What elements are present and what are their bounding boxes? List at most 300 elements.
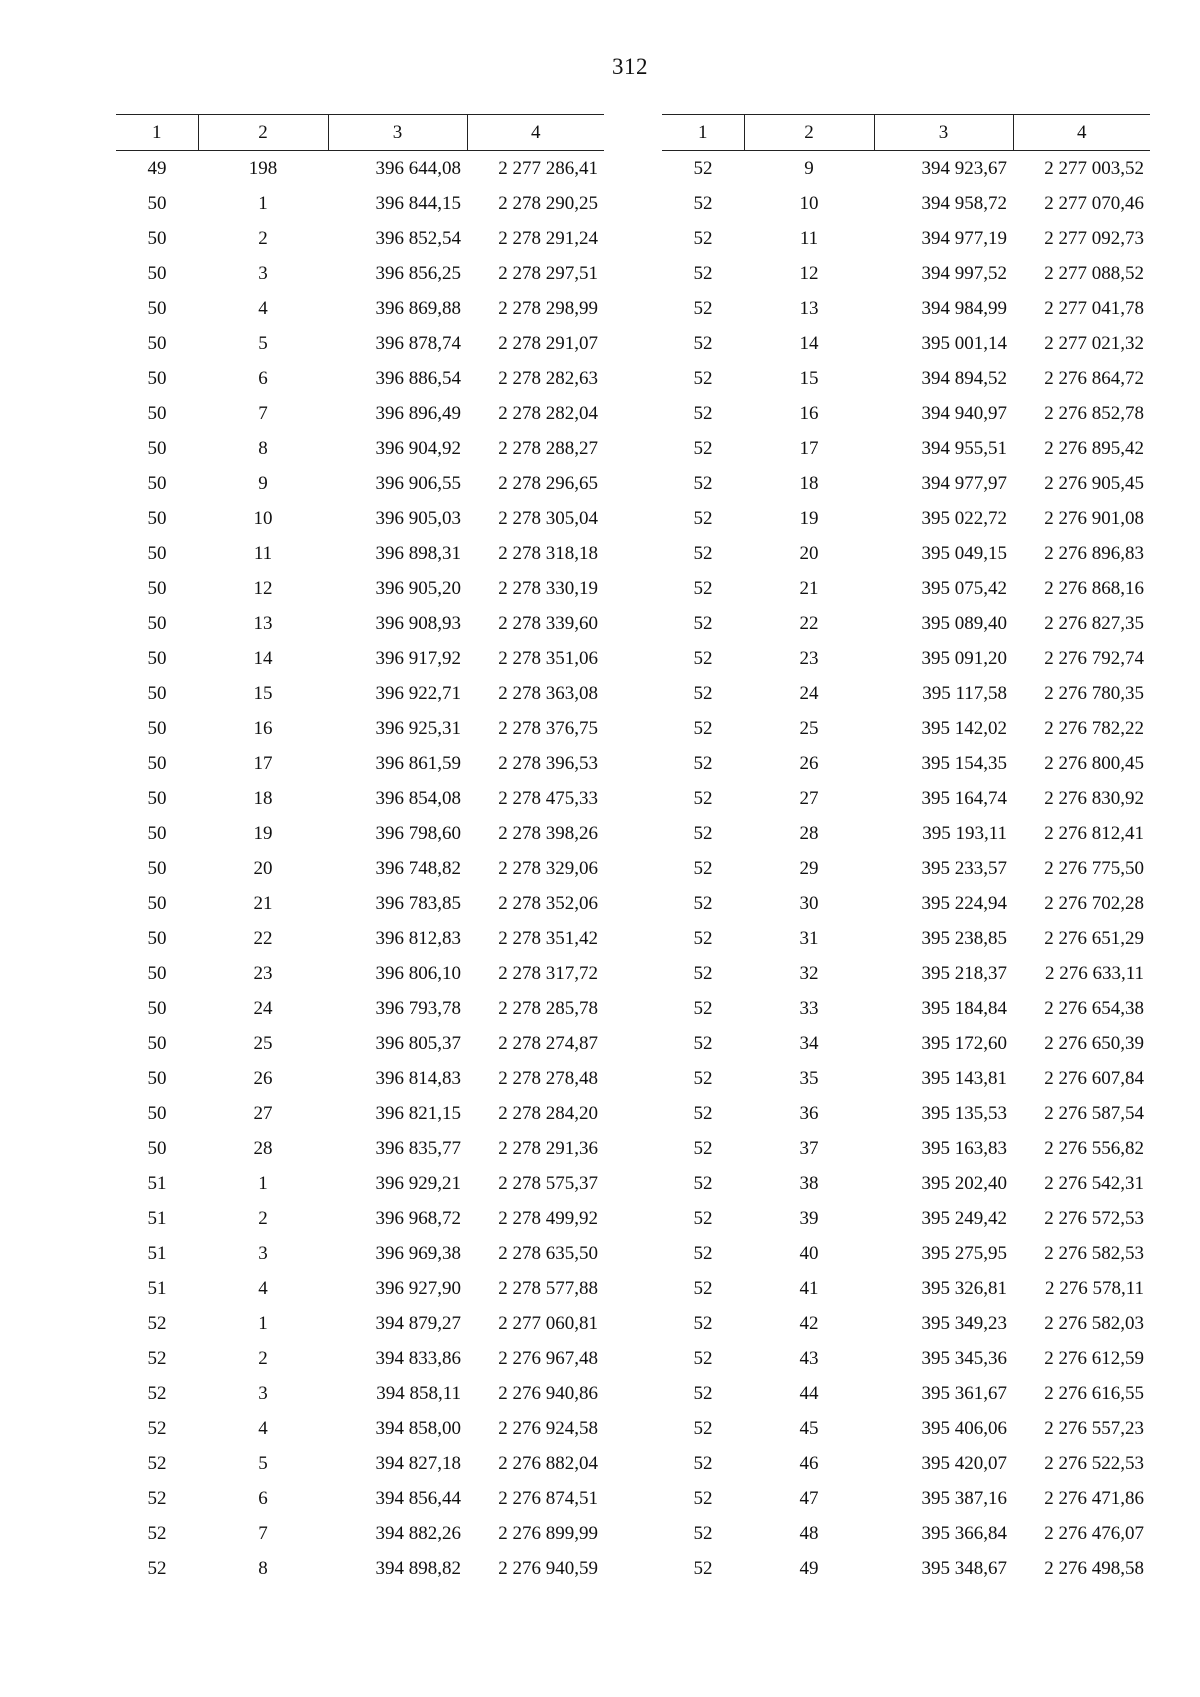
table-row [662,1131,1150,1166]
table-cell-col3: 395 135,53 [921,1102,1007,1124]
table-row [662,676,1150,711]
table-cell-col3: 394 856,44 [375,1487,461,1509]
table-row [662,1516,1150,1551]
table-cell-col1: 51 [147,1242,167,1264]
table-cell-col4: 2 276 578,11 [1044,1277,1144,1299]
table-row [662,221,1150,256]
table-cell-col2: 13 [253,612,273,634]
table-cell-col1: 52 [693,1102,713,1124]
table-cell-col1: 50 [147,962,167,984]
table-cell-col4: 2 276 654,38 [1044,997,1144,1019]
table-cell-col4: 2 276 702,28 [1044,892,1144,914]
table-cell-col4: 2 278 288,27 [498,437,598,459]
table-cell-col3: 395 049,15 [921,542,1007,564]
table-cell-col3: 395 193,11 [922,822,1007,844]
table-row [662,921,1150,956]
table-cell-col3: 395 172,60 [921,1032,1007,1054]
table-cell-col4: 2 276 864,72 [1044,367,1144,389]
table-cell-col4: 2 276 612,59 [1044,1347,1144,1369]
table-cell-col3: 394 879,27 [375,1312,461,1334]
table-cell-col4: 2 278 274,87 [498,1032,598,1054]
table-cell-col2: 16 [253,717,273,739]
table-cell-col4: 2 276 572,53 [1044,1207,1144,1229]
table-row [116,1026,604,1061]
table-cell-col1: 52 [693,997,713,1019]
table-cell-col2: 2 [258,227,268,249]
table-cell-col4: 2 277 070,46 [1044,192,1144,214]
table-cell-col2: 23 [253,962,273,984]
table-cell-col2: 11 [799,227,819,249]
table-cell-col3: 395 089,40 [921,612,1007,634]
table-cell-col1: 52 [693,297,713,319]
table-row [662,956,1150,991]
table-cell-col1: 52 [693,1417,713,1439]
table-cell-col4: 2 278 396,53 [498,752,598,774]
table-row [662,606,1150,641]
table-cell-col4: 2 278 284,20 [498,1102,598,1124]
coordinates-table-right [662,114,1150,1586]
table-row [662,1236,1150,1271]
table-cell-col4: 2 278 363,08 [498,682,598,704]
column-header-3: 3 [328,115,467,151]
table-cell-col1: 52 [693,1522,713,1544]
table-row [116,606,604,641]
table-cell-col4: 2 278 635,50 [498,1242,598,1264]
table-row [662,1026,1150,1061]
table-cell-col4: 2 276 852,78 [1044,402,1144,424]
table-cell-col4: 2 277 003,52 [1044,157,1144,179]
table-cell-col3: 396 798,60 [375,822,461,844]
table-cell-col1: 50 [147,717,167,739]
table-cell-col4: 2 276 476,07 [1044,1522,1144,1544]
table-cell-col3: 396 793,78 [375,997,461,1019]
table-cell-col4: 2 276 940,59 [498,1557,598,1579]
coordinates-table-left [116,114,604,1586]
table-cell-col3: 394 958,72 [921,192,1007,214]
table-cell-col4: 2 278 575,37 [498,1172,598,1194]
table-cell-col2: 44 [799,1382,819,1404]
table-row [116,641,604,676]
table-cell-col1: 51 [147,1277,167,1299]
table-cell-col1: 50 [147,927,167,949]
table-row [662,1551,1150,1586]
table-cell-col2: 33 [799,997,819,1019]
table-cell-col3: 395 001,14 [921,332,1007,354]
table-cell-col4: 2 276 582,53 [1044,1242,1144,1264]
table-cell-col4: 2 277 060,81 [498,1312,598,1334]
table-cell-col1: 50 [147,507,167,529]
table-cell-col3: 395 348,67 [921,1557,1007,1579]
table-row [116,1306,604,1341]
table-cell-col2: 15 [799,367,819,389]
table-row [662,1481,1150,1516]
table-row [662,361,1150,396]
table-cell-col4: 2 276 651,29 [1044,927,1144,949]
table-cell-col2: 4 [258,297,268,319]
table-cell-col2: 24 [799,682,819,704]
table-cell-col4: 2 276 896,83 [1044,542,1144,564]
table-cell-col2: 48 [799,1522,819,1544]
table-cell-col4: 2 276 582,03 [1044,1312,1144,1334]
table-cell-col1: 50 [147,297,167,319]
table-cell-col1: 50 [147,1032,167,1054]
table-cell-col1: 50 [147,367,167,389]
table-row [116,151,604,187]
table-row [116,1551,604,1586]
table-cell-col1: 50 [147,997,167,1019]
table-cell-col3: 395 117,58 [922,682,1007,704]
table-cell-col4: 2 276 557,23 [1044,1417,1144,1439]
table-cell-col4: 2 278 317,72 [498,962,598,984]
table-row [662,536,1150,571]
table-cell-col2: 3 [258,1382,268,1404]
table-cell-col2: 21 [253,892,273,914]
table-cell-col3: 394 827,18 [375,1452,461,1474]
table-cell-col3: 395 238,85 [921,927,1007,949]
table-cell-col2: 35 [799,1067,819,1089]
table-cell-col1: 52 [693,647,713,669]
table-cell-col2: 1 [258,1172,268,1194]
table-row [662,571,1150,606]
table-cell-col2: 9 [804,157,814,179]
table-cell-col4: 2 276 471,86 [1044,1487,1144,1509]
table-cell-col2: 9 [258,472,268,494]
table-cell-col3: 396 821,15 [375,1102,461,1124]
table-cell-col3: 395 163,83 [921,1137,1007,1159]
table-row [662,1376,1150,1411]
table-cell-col1: 52 [693,542,713,564]
table-cell-col1: 52 [693,1067,713,1089]
table-cell-col1: 50 [147,227,167,249]
table-row [662,326,1150,361]
table-cell-col2: 28 [253,1137,273,1159]
table-cell-col1: 50 [147,682,167,704]
table-cell-col4: 2 278 330,19 [498,577,598,599]
table-row [116,1271,604,1306]
table-cell-col3: 395 091,20 [921,647,1007,669]
table-cell-col4: 2 276 633,11 [1044,962,1144,984]
table-cell-col3: 395 218,37 [921,962,1007,984]
table-cell-col3: 395 164,74 [921,787,1007,809]
table-row [116,1166,604,1201]
table-cell-col4: 2 278 339,60 [498,612,598,634]
table-cell-col3: 396 854,08 [375,787,461,809]
table-row [662,501,1150,536]
table-cell-col2: 6 [258,367,268,389]
table-cell-col3: 395 233,57 [921,857,1007,879]
table-cell-col1: 52 [147,1382,167,1404]
table-cell-col4: 2 277 088,52 [1044,262,1144,284]
table-cell-col1: 52 [147,1312,167,1334]
table-cell-col3: 396 925,31 [375,717,461,739]
table-cell-col1: 52 [693,1172,713,1194]
table-cell-col2: 26 [253,1067,273,1089]
table-cell-col4: 2 278 499,92 [498,1207,598,1229]
table-row [662,1096,1150,1131]
table-cell-col3: 394 882,26 [375,1522,461,1544]
table-cell-col4: 2 276 792,74 [1044,647,1144,669]
table-body [116,151,604,1587]
table-row [662,1411,1150,1446]
table-row [662,1446,1150,1481]
table-cell-col2: 22 [253,927,273,949]
table-row [662,641,1150,676]
table-cell-col2: 18 [799,472,819,494]
table-row [662,151,1150,187]
table-cell-col1: 52 [693,1557,713,1579]
table-cell-col3: 394 940,97 [921,402,1007,424]
table-row [116,676,604,711]
table-cell-col4: 2 278 376,75 [498,717,598,739]
table-cell-col1: 50 [147,402,167,424]
table-cell-col2: 6 [258,1487,268,1509]
table-cell-col1: 52 [693,1347,713,1369]
column-header-4: 4 [467,115,604,151]
table-cell-col3: 395 420,07 [921,1452,1007,1474]
column-header-1: 1 [662,115,744,151]
table-cell-col4: 2 276 868,16 [1044,577,1144,599]
table-row [116,571,604,606]
table-cell-col1: 52 [693,717,713,739]
table-row [662,781,1150,816]
table-cell-col4: 2 278 329,06 [498,857,598,879]
table-cell-col1: 50 [147,857,167,879]
table-body [662,151,1150,1587]
table-row [662,466,1150,501]
table-cell-col3: 396 906,55 [375,472,461,494]
table-cell-col3: 396 856,25 [375,262,461,284]
table-cell-col3: 396 644,08 [375,157,461,179]
table-cell-col3: 395 075,42 [921,577,1007,599]
table-cell-col3: 395 326,81 [921,1277,1007,1299]
column-header-2: 2 [744,115,874,151]
table-cell-col2: 23 [799,647,819,669]
table-cell-col4: 2 277 092,73 [1044,227,1144,249]
table-cell-col4: 2 277 286,41 [498,157,598,179]
table-cell-col1: 49 [147,157,167,179]
table-row [116,1411,604,1446]
table-row [662,1166,1150,1201]
table-cell-col2: 22 [799,612,819,634]
table-cell-col3: 394 858,11 [376,1382,461,1404]
table-cell-col1: 52 [693,1487,713,1509]
table-cell-col1: 50 [147,437,167,459]
table-row [116,1201,604,1236]
table-cell-col4: 2 276 522,53 [1044,1452,1144,1474]
table-row [662,186,1150,221]
table-cell-col2: 11 [253,542,273,564]
table-cell-col3: 396 878,74 [375,332,461,354]
table-cell-col3: 394 977,97 [921,472,1007,494]
table-cell-col3: 396 783,85 [375,892,461,914]
table-cell-col4: 2 278 291,07 [498,332,598,354]
table-cell-col2: 30 [799,892,819,914]
table-cell-col1: 52 [693,367,713,389]
table-row [116,396,604,431]
table-cell-col4: 2 278 285,78 [498,997,598,1019]
table-cell-col4: 2 278 352,06 [498,892,598,914]
table-cell-col2: 10 [253,507,273,529]
table-row [116,1341,604,1376]
table-row [662,1341,1150,1376]
page-number: 312 [612,54,648,79]
table-cell-col1: 52 [693,1312,713,1334]
table-cell-col1: 52 [693,962,713,984]
table-cell-col2: 25 [799,717,819,739]
table-row [116,1516,604,1551]
table-row [662,1271,1150,1306]
table-row [116,781,604,816]
table-row [116,1236,604,1271]
table-cell-col2: 34 [799,1032,819,1054]
table-cell-col2: 29 [799,857,819,879]
table-cell-col3: 395 224,94 [921,892,1007,914]
table-cell-col4: 2 276 830,92 [1044,787,1144,809]
table-cell-col3: 394 898,82 [375,1557,461,1579]
table-cell-col3: 396 852,54 [375,227,461,249]
table-cell-col1: 50 [147,542,167,564]
table-cell-col4: 2 276 616,55 [1044,1382,1144,1404]
table-cell-col2: 25 [253,1032,273,1054]
table-cell-col2: 17 [253,752,273,774]
table-cell-col3: 394 858,00 [375,1417,461,1439]
table-row [662,851,1150,886]
table-row [116,1481,604,1516]
table-cell-col1: 50 [147,612,167,634]
table-cell-col4: 2 276 800,45 [1044,752,1144,774]
table-row [116,186,604,221]
table-cell-col2: 2 [258,1207,268,1229]
table-cell-col1: 52 [693,752,713,774]
table-cell-col4: 2 278 298,99 [498,297,598,319]
table-row [116,1446,604,1481]
table-cell-col3: 395 361,67 [921,1382,1007,1404]
table-row [116,431,604,466]
table-cell-col2: 49 [799,1557,819,1579]
table-cell-col2: 8 [258,1557,268,1579]
table-cell-col1: 50 [147,1102,167,1124]
table-row [662,431,1150,466]
table-row [116,501,604,536]
table-cell-col2: 1 [258,192,268,214]
table-cell-col3: 395 349,23 [921,1312,1007,1334]
table-cell-col1: 52 [147,1347,167,1369]
table-cell-col4: 2 278 278,48 [498,1067,598,1089]
table-row [116,326,604,361]
table-cell-col2: 36 [799,1102,819,1124]
table-cell-col3: 395 249,42 [921,1207,1007,1229]
table-cell-col2: 24 [253,997,273,1019]
table-cell-col4: 2 276 556,82 [1044,1137,1144,1159]
table-cell-col1: 52 [693,157,713,179]
table-row [116,851,604,886]
table-cell-col2: 8 [258,437,268,459]
table-row [116,711,604,746]
table-cell-col1: 50 [147,892,167,914]
table-cell-col2: 7 [258,402,268,424]
table-cell-col3: 395 366,84 [921,1522,1007,1544]
table-cell-col2: 20 [253,857,273,879]
table-cell-col4: 2 276 587,54 [1044,1102,1144,1124]
table-cell-col2: 3 [258,262,268,284]
table-cell-col4: 2 276 940,86 [498,1382,598,1404]
table-cell-col2: 39 [799,1207,819,1229]
table-cell-col1: 52 [147,1452,167,1474]
table-cell-col1: 52 [693,612,713,634]
table-row [662,396,1150,431]
table-cell-col1: 52 [693,787,713,809]
table-row [116,1131,604,1166]
table-cell-col1: 52 [693,227,713,249]
table-cell-col1: 52 [693,857,713,879]
table-cell-col2: 42 [799,1312,819,1334]
table-cell-col3: 394 833,86 [375,1347,461,1369]
table-cell-col1: 52 [693,822,713,844]
table-cell-col3: 396 748,82 [375,857,461,879]
table-cell-col1: 50 [147,1067,167,1089]
table-cell-col4: 2 276 827,35 [1044,612,1144,634]
table-cell-col1: 52 [147,1557,167,1579]
table-cell-col3: 396 869,88 [375,297,461,319]
table-cell-col2: 16 [799,402,819,424]
table-cell-col1: 50 [147,577,167,599]
table-cell-col1: 50 [147,472,167,494]
table-row [662,746,1150,781]
table-cell-col3: 394 997,52 [921,262,1007,284]
table-cell-col3: 396 905,20 [375,577,461,599]
table-cell-col3: 395 184,84 [921,997,1007,1019]
table-cell-col3: 396 922,71 [375,682,461,704]
table-cell-col4: 2 278 282,04 [498,402,598,424]
table-cell-col4: 2 276 812,41 [1044,822,1144,844]
table-cell-col4: 2 276 782,22 [1044,717,1144,739]
table-cell-col3: 396 861,59 [375,752,461,774]
table-cell-col2: 43 [799,1347,819,1369]
table-cell-col4: 2 276 780,35 [1044,682,1144,704]
table-cell-col2: 3 [258,1242,268,1264]
table-cell-col1: 50 [147,647,167,669]
table-cell-col3: 396 835,77 [375,1137,461,1159]
table-cell-col1: 50 [147,787,167,809]
table-row [116,886,604,921]
table-row [116,536,604,571]
table-row [662,1306,1150,1341]
table-cell-col4: 2 276 924,58 [498,1417,598,1439]
table-cell-col1: 52 [147,1417,167,1439]
table-row [116,1376,604,1411]
table-cell-col1: 52 [693,402,713,424]
table-cell-col4: 2 276 967,48 [498,1347,598,1369]
table-row [662,816,1150,851]
table-header [116,115,604,151]
table-row [662,711,1150,746]
table-row [116,746,604,781]
table-cell-col2: 19 [253,822,273,844]
table-cell-col1: 52 [693,577,713,599]
table-cell-col3: 396 908,93 [375,612,461,634]
table-cell-col2: 32 [799,962,819,984]
table-cell-col3: 394 984,99 [921,297,1007,319]
table-cell-col3: 395 275,95 [921,1242,1007,1264]
table-cell-col1: 52 [147,1522,167,1544]
column-header-2: 2 [198,115,328,151]
table-cell-col3: 395 387,16 [921,1487,1007,1509]
table-cell-col2: 2 [258,1347,268,1369]
table-cell-col1: 52 [693,1452,713,1474]
table-cell-col2: 17 [799,437,819,459]
table-cell-col2: 37 [799,1137,819,1159]
table-cell-col2: 7 [258,1522,268,1544]
